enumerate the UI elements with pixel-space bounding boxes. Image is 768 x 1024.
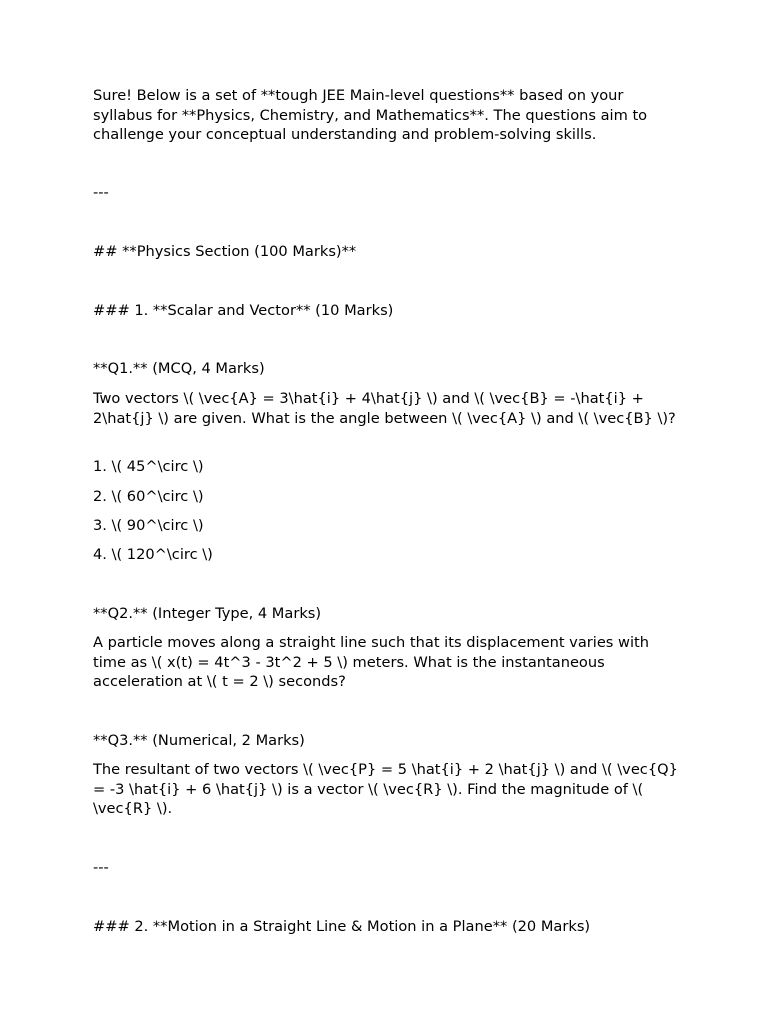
- answer-option: 4. \( 120^\circ \): [93, 546, 213, 563]
- question-text: Two vectors \( \vec{A} = 3\hat{i} + 4\hat{j} \) and \( \vec{B} = -\hat{i} + 2\hat{j} \) are given. What is the angle between \( \vec{A} \) and \( \vec{B} \)?: [93, 390, 676, 427]
- topic-heading: ### 1. **Scalar and Vector** (10 Marks): [93, 302, 394, 319]
- separator: ---: [93, 859, 109, 876]
- question-text: A particle moves along a straight line such that its displacement varies with time as \( x(t) = 4t^3 - 3t^2 + 5 \) meters. What is the instantaneous acceleration at \( t = 2 \) seconds?: [93, 634, 650, 690]
- question-label: **Q1.** (MCQ, 4 Marks): [93, 360, 265, 377]
- question-label: **Q2.** (Integer Type, 4 Marks): [93, 605, 322, 622]
- answer-option: 3. \( 90^\circ \): [93, 517, 204, 534]
- answer-option: 2. \( 60^\circ \): [93, 488, 204, 505]
- intro-paragraph: Sure! Below is a set of **tough JEE Main-level questions** based on your syllabus for **Physics, Chemistry, and Mathematics**. The questions aim to challenge your conceptual understanding and problem-solving skills.: [93, 87, 648, 143]
- question-text: The resultant of two vectors \( \vec{P} = 5 \hat{i} + 2 \hat{j} \) and \( \vec{Q} = -3 \hat{i} + 6 \hat{j} \) is a vector \( \vec{R} \). Find the magnitude of \( \vec{R} \).: [93, 761, 678, 817]
- question-label: **Q3.** (Numerical, 2 Marks): [93, 732, 305, 749]
- topic-heading: ### 2. **Motion in a Straight Line & Motion in a Plane** (20 Marks): [93, 918, 591, 935]
- section-heading: ## **Physics Section (100 Marks)**: [93, 243, 357, 260]
- separator: ---: [93, 184, 109, 201]
- answer-option: 1. \( 45^\circ \): [93, 458, 204, 475]
